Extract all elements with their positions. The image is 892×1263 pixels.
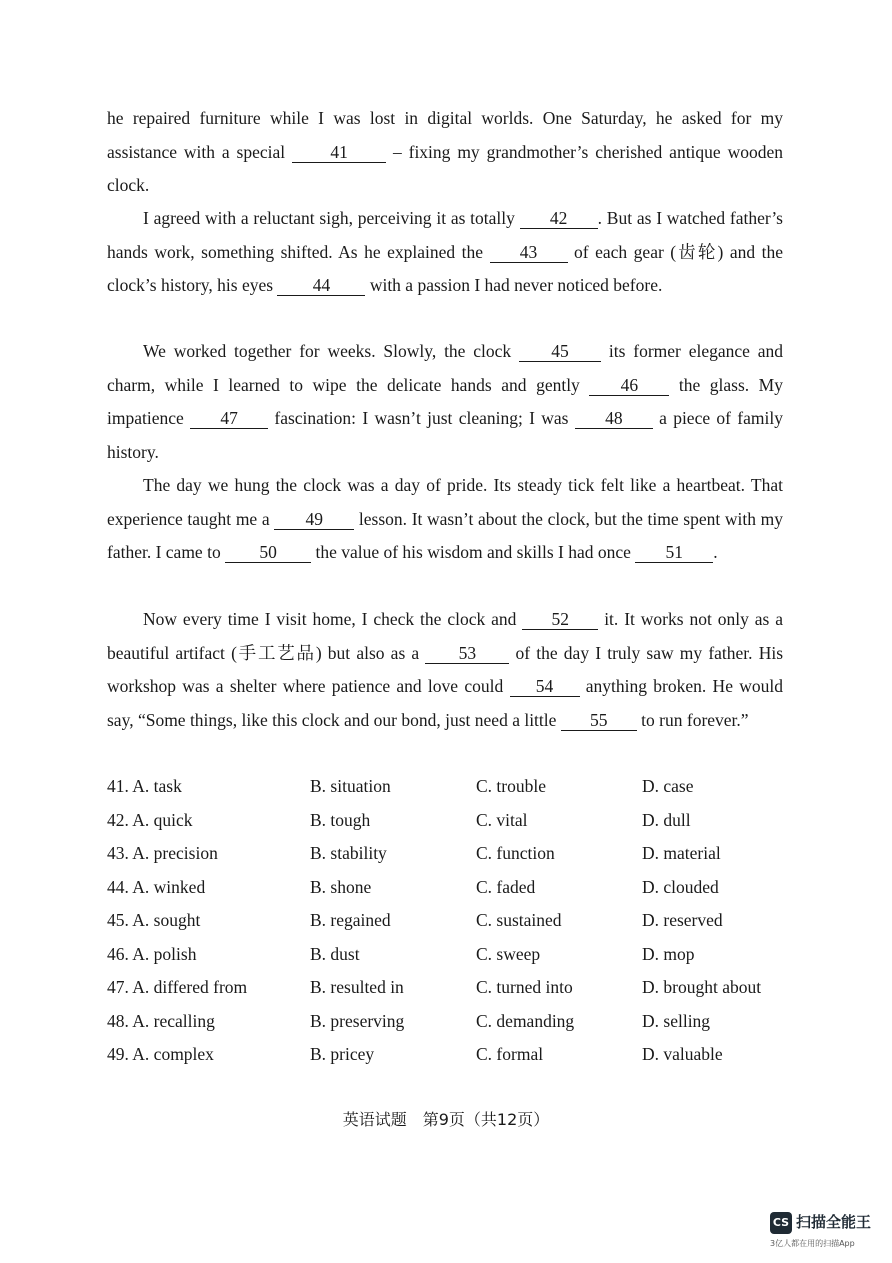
text: a piece of family history. (107, 408, 783, 462)
option-d: D. selling (642, 1010, 711, 1031)
option-b: B. shone (310, 876, 372, 897)
option-row-44 (107, 871, 807, 905)
option-b: B. stability (310, 843, 387, 863)
text: its former elegance and charm, while I learned to wipe the delicate hands and gently (107, 341, 783, 395)
text: it. It works not only as a beautiful artifact (手工艺品) but also as a (107, 609, 783, 663)
option-row-48 (107, 1005, 807, 1039)
paragraph-1 (107, 102, 783, 203)
option-c: C. turned into (476, 977, 573, 997)
text: fascination: I wasn’t just cleaning; I was (268, 408, 575, 428)
option-d: D. valuable (642, 1044, 723, 1064)
option-d: D. clouded (642, 876, 719, 897)
text: The day we hung the clock was a day of pride. Its steady tick felt like a heartbeat. That experience taught me a (107, 475, 783, 529)
option-row-46 (107, 938, 807, 972)
blank-51: 51 (635, 542, 713, 563)
option-row-41 (107, 770, 807, 804)
paragraph-4 (107, 469, 783, 570)
scanner-watermark (768, 1210, 883, 1254)
option-d: D. material (642, 843, 721, 863)
option-a: 49. A. complex (107, 1044, 214, 1064)
option-d: D. case (642, 776, 694, 796)
text: with a passion I had never noticed before. (365, 275, 663, 295)
paragraph-2 (107, 202, 783, 303)
blank-49: 49 (274, 509, 354, 530)
option-d: D. brought about (642, 977, 762, 997)
text: of the day I truly saw my father. His workshop was a shelter where patience and love could (107, 642, 784, 696)
option-b: B. situation (310, 776, 391, 796)
text: the value of his wisdom and skills I had once (311, 542, 636, 562)
option-row-47 (107, 971, 807, 1005)
option-c: C. trouble (476, 776, 546, 796)
blank-46: 46 (589, 375, 669, 396)
blank-43: 43 (490, 242, 568, 263)
text: lesson. It wasn’t about the clock, but the time spent with my father. I came to (107, 508, 783, 562)
option-a: 47. A. differed from (107, 977, 248, 997)
watermark-name: 扫描全能王 (796, 1213, 872, 1231)
text: We worked together for weeks. Slowly, the clock (143, 341, 520, 361)
text: I agreed with a reluctant sigh, perceiving it as totally (143, 208, 520, 228)
paragraph-3 (107, 335, 783, 469)
blank-53: 53 (425, 643, 509, 664)
option-c: C. demanding (476, 1010, 575, 1031)
option-a: 46. A. polish (107, 943, 197, 964)
blank-45: 45 (519, 341, 601, 362)
option-c: C. sweep (476, 943, 541, 964)
text: to run forever.” (636, 709, 749, 730)
text: he repaired furniture while I was lost in digital worlds. One Saturday, he asked for my assistance with a special (107, 108, 783, 162)
option-row-43 (107, 837, 807, 871)
option-c: C. vital (476, 809, 528, 830)
option-c: C. formal (476, 1044, 544, 1064)
option-a: 43. A. precision (107, 843, 218, 863)
text: anything broken. He would say, “Some things, like this clock and our bond, just need a little (107, 676, 783, 730)
blank-42: 42 (520, 208, 598, 229)
option-row-45 (107, 904, 807, 938)
blank-54: 54 (510, 676, 580, 697)
option-a: 41. A. task (107, 776, 182, 796)
text: – fixing my grandmother’s cherished antique wooden clock. (107, 141, 783, 195)
option-row-42 (107, 804, 807, 838)
scanner-logo-icon: CS (770, 1212, 792, 1234)
text: of each gear (齿轮) and the clock’s history, his eyes (107, 241, 783, 295)
blank-55: 55 (561, 710, 637, 731)
text: . But as I watched father’s hands work, something shifted. As he explained the (107, 208, 783, 262)
blank-44: 44 (277, 275, 365, 296)
blank-50: 50 (225, 542, 311, 563)
option-a: 44. A. winked (107, 876, 206, 897)
option-d: D. reserved (642, 910, 723, 930)
text: . (713, 542, 718, 562)
blank-48: 48 (575, 408, 653, 429)
option-c: C. sustained (476, 910, 562, 930)
option-a: 48. A. recalling (107, 1010, 215, 1031)
option-b: B. regained (310, 910, 391, 930)
blank-47: 47 (190, 408, 268, 429)
paragraph-5 (107, 603, 783, 737)
option-b: B. tough (310, 809, 371, 830)
text: Now every time I visit home, I check the clock and (143, 609, 523, 629)
blank-41: 41 (292, 142, 386, 163)
blank-52: 52 (522, 609, 598, 630)
page-footer: 英语试题 第9页（共12页） (342, 1110, 550, 1129)
answer-options (107, 770, 807, 1072)
text: the glass. My impatience (107, 374, 783, 428)
option-b: B. preserving (310, 1010, 405, 1031)
option-b: B. pricey (310, 1044, 375, 1064)
option-row-49 (107, 1038, 807, 1072)
option-a: 42. A. quick (107, 809, 193, 830)
option-d: D. dull (642, 809, 691, 830)
option-a: 45. A. sought (107, 910, 201, 930)
watermark-tagline: 3亿人都在用的扫描App (770, 1239, 855, 1248)
option-c: C. faded (476, 876, 536, 897)
option-c: C. function (476, 843, 555, 863)
option-b: B. resulted in (310, 977, 404, 997)
option-d: D. mop (642, 943, 695, 964)
option-b: B. dust (310, 943, 360, 964)
